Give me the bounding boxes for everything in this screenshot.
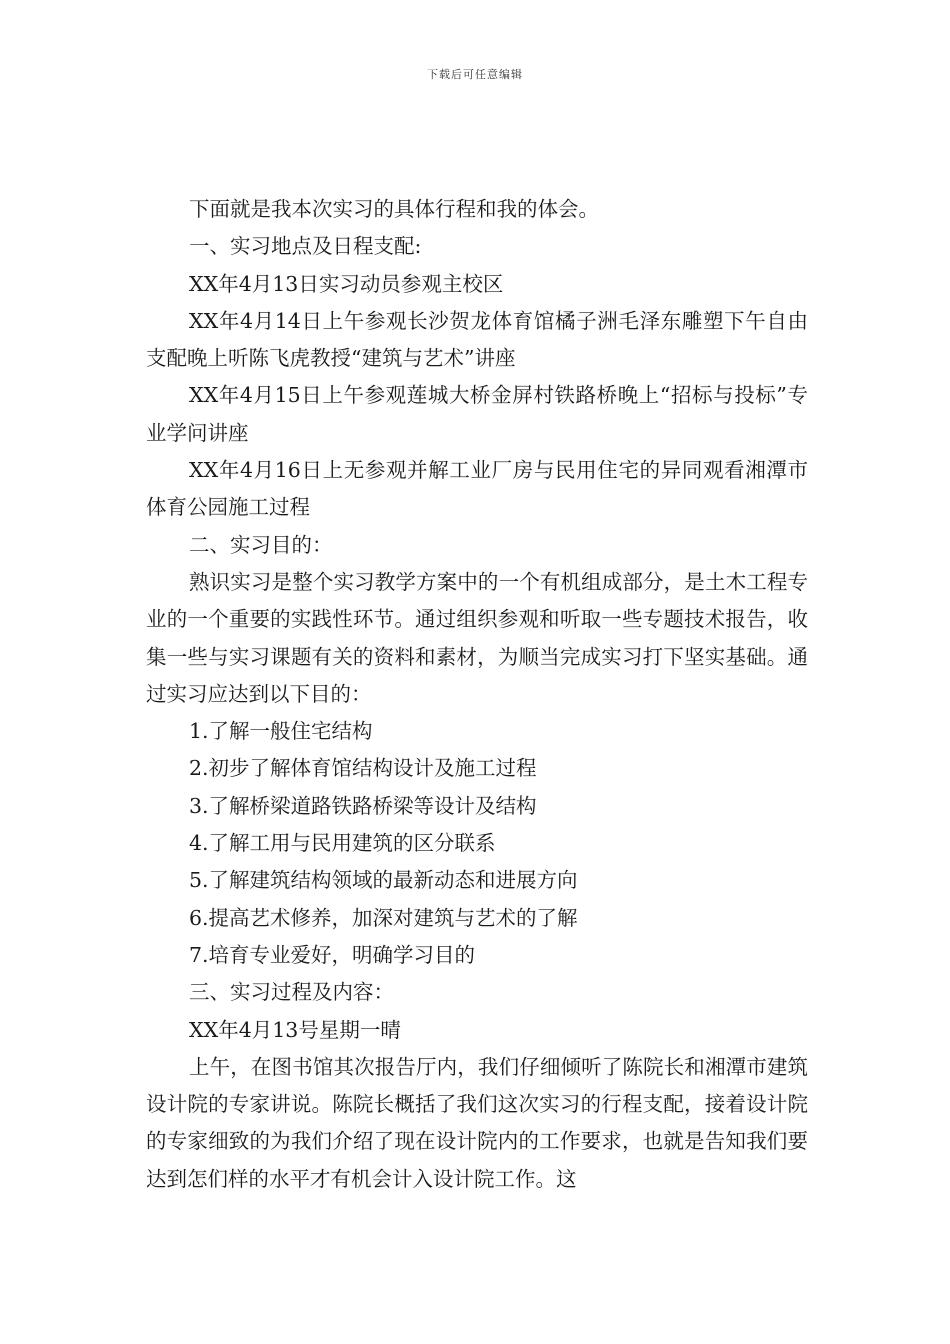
heading-process: 三、实习过程及内容：: [189, 980, 394, 1005]
paragraph-intro: 下面就是我本次实习的具体行程和我的体会。: [189, 197, 599, 221]
purpose-item-3: 3.了解桥梁道路铁路桥梁等设计及结构: [189, 793, 537, 818]
paragraph-purpose: 熟识实习是整个实习教学方案中的一个有机组成部分，是土木工程专业的一个重要的实践性环节。通过组织参观和听取一些专题技术报告，收集一些与实习课题有关的资料和素材，为顺当完成实习打下坚实基础。通过实习应达到以下目的：: [146, 569, 808, 706]
schedule-day-15: XX年4月15日上午参观莲城大桥金屏村铁路桥晚上“招标与投标”专业学问讲座: [146, 383, 808, 445]
schedule-day-14: XX年4月14日上午参观长沙贺龙体育馆橘子洲毛泽东雕塑下午自由支配晚上听陈飞虎教授“建筑与艺术”讲座: [146, 308, 808, 371]
purpose-item-7: 7.培育专业爱好，明确学习目的: [189, 942, 476, 967]
paragraph-process: 上午，在图书馆其次报告厅内，我们仔细倾听了陈院长和湘潭市建筑设计院的专家讲说。陈院长概括了我们这次实习的行程支配，接着设计院的专家细致的为我们介绍了现在设计院内的工作要求，也就是告知我们要达到怎们样的水平才有机会计入设计院工作。这: [146, 1054, 808, 1191]
purpose-item-2: 2.初步了解体育馆结构设计及施工过程: [189, 756, 537, 781]
schedule-day-13: XX年4月13日实习动员参观主校区: [189, 271, 504, 296]
header-note: 下载后可任意编辑: [427, 68, 523, 81]
purpose-item-6: 6.提高艺术修养，加深对建筑与艺术的了解: [189, 905, 578, 930]
purpose-item-1: 1.了解一般住宅结构: [189, 719, 373, 744]
process-date: XX年4月13号星期一晴: [189, 1017, 401, 1042]
document-body: [146, 191, 808, 1198]
heading-schedule: 一、实习地点及日程支配:: [189, 234, 422, 259]
heading-purpose: 二、实习目的：: [189, 532, 333, 557]
purpose-item-5: 5.了解建筑结构领域的最新动态和进展方向: [189, 868, 578, 893]
purpose-item-4: 4.了解工用与民用建筑的区分联系: [189, 831, 496, 856]
schedule-day-16: XX年4月16日上无参观并解工业厂房与民用住宅的异同观看湘潭市体育公园施工过程: [146, 458, 808, 520]
